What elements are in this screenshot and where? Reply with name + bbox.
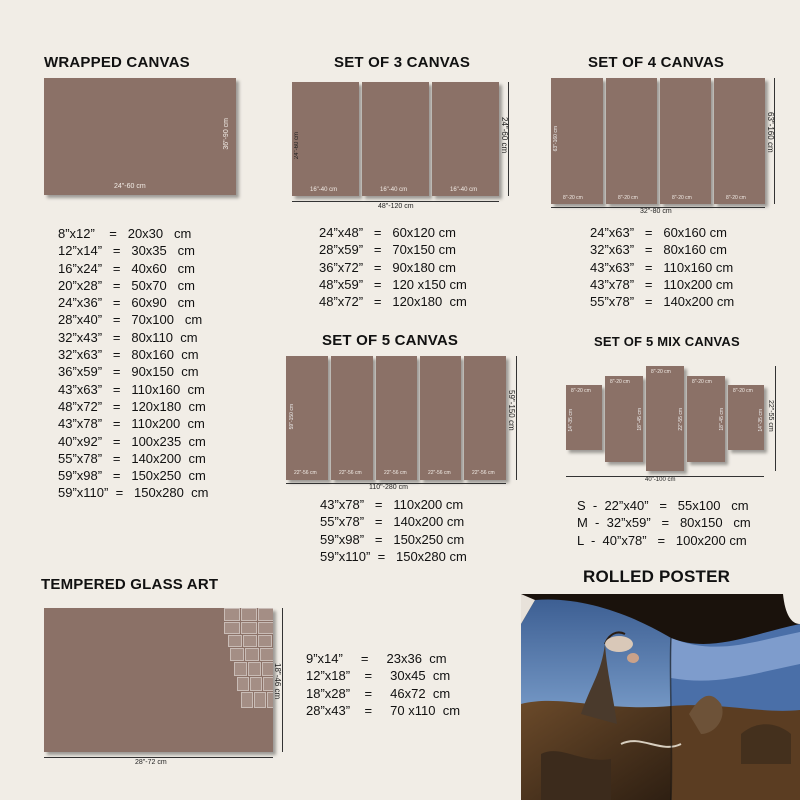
set5mix-panel-2 [605, 376, 643, 462]
size-option: 43”x63” = 110x160 cm [590, 259, 734, 275]
set5-total-label: 110"-280 cm [369, 484, 408, 491]
size-option: 55”x78” = 140x200 cm [58, 450, 206, 466]
set5mix-panel-top-label: 8"-20 cm [692, 379, 712, 385]
size-option: 55”x78” = 140x200 cm [590, 294, 735, 310]
set5-title: SET OF 5 CANVAS [322, 332, 459, 349]
set5-panel-2 [331, 356, 373, 480]
glass-size-list [306, 650, 460, 719]
size-option: 36”x59” = 90x150 cm [58, 364, 199, 380]
set3-title: SET OF 3 CANVAS [334, 54, 471, 71]
set5mix-panel-side-label: 22"-55 cm [678, 408, 684, 431]
set3-inner-label: 24"-60 cm [294, 132, 300, 160]
set5mix-total-label: 40"-100 cm [645, 477, 676, 483]
size-option: 59”x98” = 150x250 cm [320, 531, 465, 547]
glass-title: TEMPERED GLASS ART [41, 576, 219, 593]
size-option: 16”x24” = 40x60 cm [58, 260, 195, 276]
size-option: 59”x110” = 150x280 cm [320, 548, 467, 564]
set5-height-rule [516, 356, 517, 480]
size-option: 43”x78” = 110x200 cm [590, 276, 734, 292]
set5mix-panel-top-label: 8"-20 cm [571, 388, 591, 394]
size-option: 9”x14” = 23x36 cm [306, 651, 447, 666]
size-option: 28”x43” = 70 x110 cm [306, 702, 461, 718]
size-option: 18”x28” = 46x72 cm [306, 685, 451, 701]
set5-inner-label: 59"-150 cm [289, 404, 295, 430]
poster-title: ROLLED POSTER [583, 567, 731, 586]
size-option: 24”x48” = 60x120 cm [319, 225, 456, 240]
set3-panel-label: 16"-40 cm [310, 187, 338, 193]
set4-side-label: 63"-160 cm [766, 112, 775, 153]
size-option: 28”x59” = 70x150 cm [319, 242, 456, 258]
set4-panel-label: 8"-20 cm [618, 195, 638, 201]
size-option: 48”x72” = 120x180 cm [319, 294, 467, 310]
glass-panel [44, 608, 273, 752]
set3-panel-1 [292, 82, 359, 196]
set3-side-label: 24"-60 cm [500, 117, 509, 154]
size-option: 32”x43” = 80x110 cm [58, 329, 198, 345]
set4-title: SET OF 4 CANVAS [588, 54, 725, 71]
set5mix-panel-top-label: 8"-20 cm [610, 379, 630, 385]
set3-panel-3 [432, 82, 499, 196]
glass-width-label: 28"-72 cm [135, 759, 167, 766]
set5-panel-3 [376, 356, 417, 480]
size-option: 48”x59” = 120 x150 cm [319, 276, 467, 292]
size-option: 8”x12” = 20x30 cm [58, 226, 192, 241]
size-option: 12”x14” = 30x35 cm [58, 243, 195, 259]
set5-panel-4 [420, 356, 461, 480]
set3-panel-label: 16"-40 cm [450, 187, 478, 193]
set5mix-size-list [577, 497, 751, 549]
size-option: 32”x63” = 80x160 cm [58, 347, 199, 363]
size-option: 20”x28” = 50x70 cm [58, 277, 195, 293]
set4-panel-4 [714, 78, 765, 204]
size-option: 55”x78” = 140x200 cm [320, 514, 465, 530]
size-option: 43”x63” = 110x160 cm [58, 381, 205, 397]
size-option: 43”x78” = 110x200 cm [58, 416, 205, 432]
set4-panel-1 [551, 78, 603, 204]
set5-panel-label: 22"-56 cm [472, 470, 495, 476]
set5-panel-label: 22"-56 cm [339, 470, 362, 476]
wrapped-height-label: 36"-90 cm [223, 118, 230, 150]
size-option: 40”x92” = 100x235 cm [58, 433, 206, 449]
size-option: 59”x110” = 150x280 cm [58, 485, 209, 501]
set5mix-height-rule [775, 366, 776, 471]
set5mix-panel-5 [728, 385, 764, 450]
glass-width-rule [44, 757, 273, 758]
size-option: 28”x40” = 70x100 cm [58, 312, 203, 328]
set5mix-panel-4 [687, 376, 725, 462]
set5-panel-label: 22"-56 cm [294, 470, 317, 476]
set4-panel-2 [606, 78, 657, 204]
set5mix-panel-1 [566, 385, 602, 450]
set3-width-rule [292, 201, 499, 202]
set5-size-list [320, 496, 467, 565]
set5mix-panel-side-label: 18"-45 cm [637, 408, 643, 431]
size-option: 12”x18” = 30x45 cm [306, 668, 451, 684]
wrapped-canvas-panel [44, 78, 236, 195]
set3-total-label: 48"-120 cm [378, 203, 414, 210]
set4-total-label: 32"-80 cm [640, 208, 672, 215]
glass-height-rule [282, 608, 283, 752]
set5mix-panel-top-label: 8"-20 cm [733, 388, 753, 394]
set5mix-panel-side-label: 18"-45 cm [719, 408, 725, 431]
size-option: 32”x63” = 80x160 cm [590, 242, 727, 258]
wrapped-size-list [58, 225, 208, 502]
set5-panel-label: 22"-56 cm [428, 470, 451, 476]
set5mix-panel-side-label: 14"-35 cm [758, 409, 764, 432]
size-option: 36”x72” = 90x180 cm [319, 259, 456, 275]
set5mix-panel-top-label: 8"-20 cm [651, 369, 671, 375]
size-option: 43”x78” = 110x200 cm [320, 497, 464, 512]
set5mix-title: SET OF 5 MIX CANVAS [594, 334, 740, 349]
rolled-poster-image [521, 594, 800, 800]
set4-panel-3 [660, 78, 711, 204]
size-option: 59”x98” = 150x250 cm [58, 468, 206, 484]
set3-panel-2 [362, 82, 429, 196]
set5-side-label: 59"-150 cm [507, 390, 516, 431]
size-option: 24”x36” = 60x90 cm [58, 295, 195, 311]
set5-panel-label: 22"-56 cm [384, 470, 407, 476]
set5mix-panel-3 [646, 366, 684, 471]
set4-panel-label: 8"-20 cm [672, 195, 692, 201]
glass-height-label: 18"-46 cm [273, 663, 282, 700]
size-option: M - 32”x59” = 80x150 cm [577, 515, 751, 531]
set5-panel-1 [286, 356, 328, 480]
set4-panel-label: 8"-20 cm [563, 195, 583, 201]
set4-panel-label: 8"-20 cm [726, 195, 746, 201]
size-option: S - 22”x40” = 55x100 cm [577, 498, 749, 513]
set4-size-list [590, 224, 734, 310]
set4-inner-label: 63"-160 cm [553, 126, 559, 152]
wrapped-canvas-title: WRAPPED CANVAS [44, 54, 190, 71]
size-option: 48”x72” = 120x180 cm [58, 398, 206, 414]
set3-size-list [319, 224, 467, 310]
set3-panel-label: 16"-40 cm [380, 187, 408, 193]
set5mix-panel-side-label: 14"-35 cm [568, 409, 574, 432]
set5mix-side-label: 22"-55 cm [767, 400, 774, 432]
wrapped-width-label: 24"-60 cm [114, 183, 146, 190]
set5-panel-5 [464, 356, 506, 480]
size-option: L - 40”x78” = 100x200 cm [577, 532, 747, 548]
size-option: 24”x63” = 60x160 cm [590, 225, 727, 240]
